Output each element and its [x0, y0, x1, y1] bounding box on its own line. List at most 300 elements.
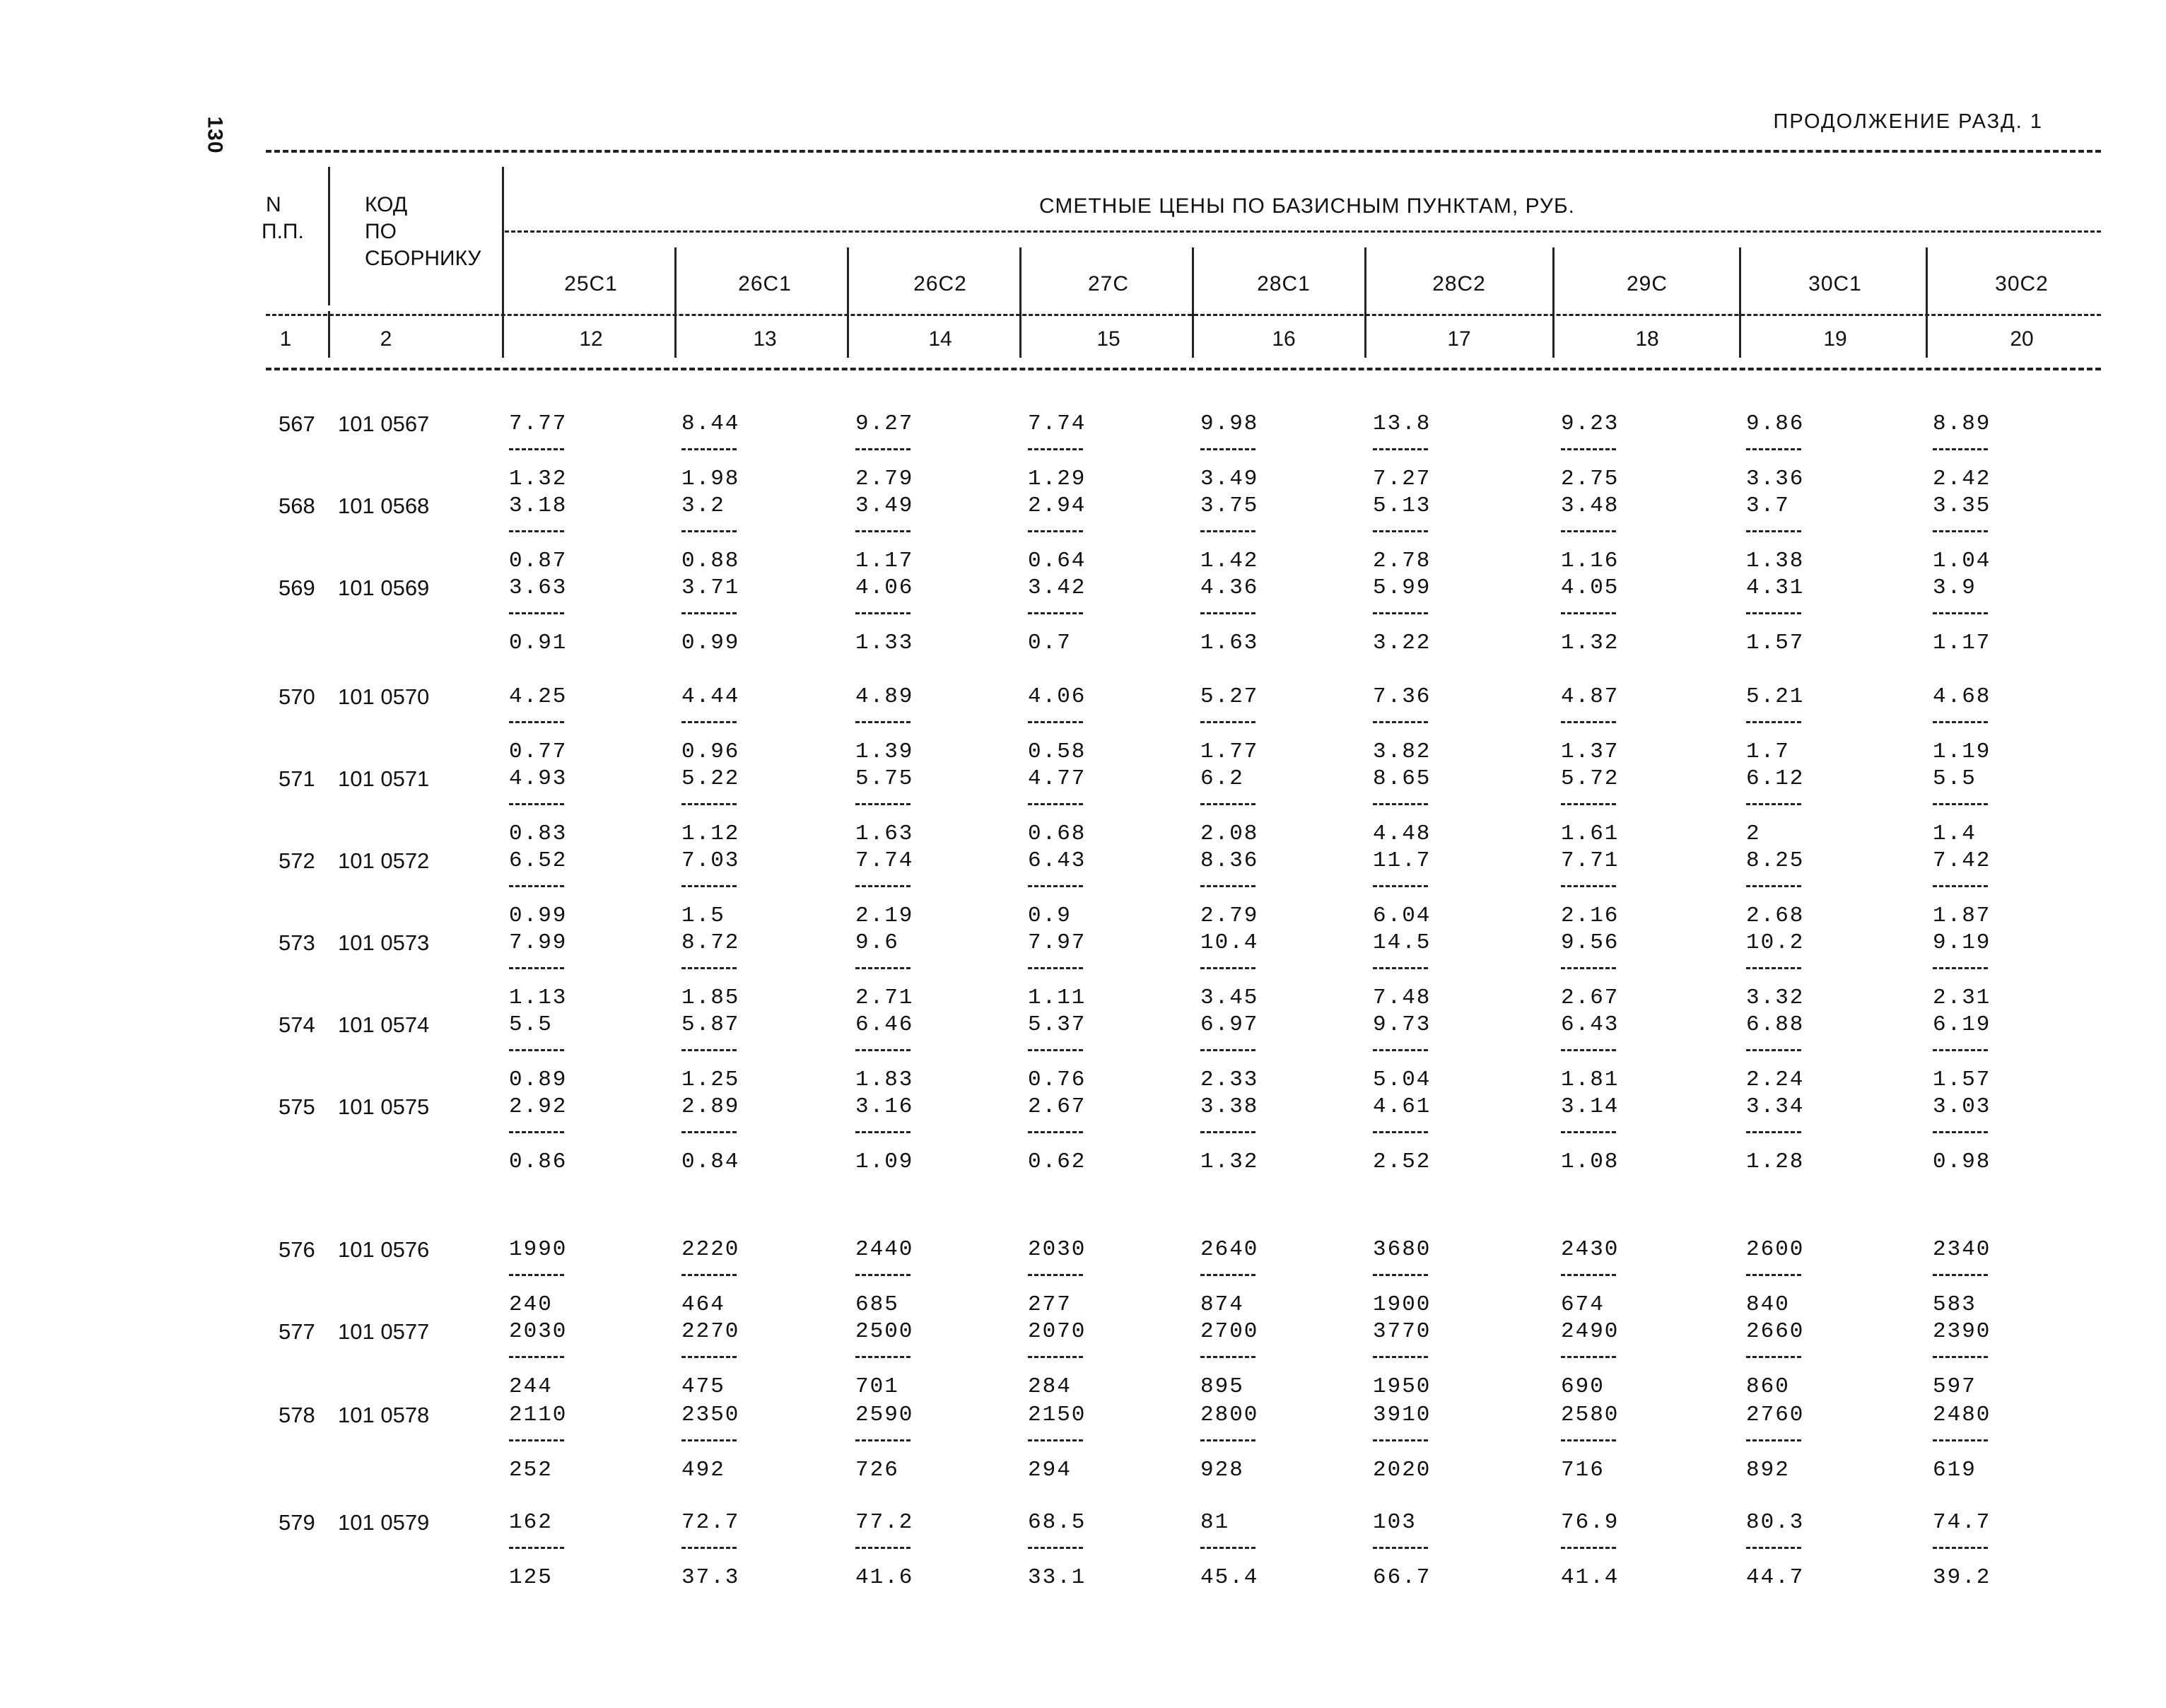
price-denominator: 874	[1200, 1292, 1244, 1317]
price-numerator: 2.67	[1028, 1094, 1087, 1119]
price-denominator: 1.25	[681, 1068, 740, 1092]
fraction-line	[1028, 967, 1083, 969]
column-code: 25С1	[564, 272, 618, 296]
price-denominator: 0.68	[1028, 821, 1087, 846]
price-numerator: 4.77	[1028, 766, 1087, 791]
price-numerator: 2800	[1200, 1403, 1259, 1427]
column-divider	[502, 167, 504, 358]
fraction-line	[1200, 803, 1255, 805]
fraction-line	[1200, 1356, 1255, 1358]
fraction-line	[1373, 1356, 1428, 1358]
price-numerator: 4.05	[1561, 575, 1620, 600]
fraction-line	[1933, 1274, 1988, 1276]
fraction-line	[1933, 448, 1988, 450]
price-numerator: 7.74	[855, 848, 914, 873]
price-denominator: 41.6	[855, 1565, 914, 1590]
group-title-rule	[505, 230, 2101, 233]
fraction-line	[681, 1274, 737, 1276]
num-label: N	[266, 193, 281, 216]
column-code: 27С	[1087, 272, 1130, 296]
price-denominator: 1.13	[509, 985, 568, 1010]
price-denominator: 2.68	[1746, 903, 1805, 928]
price-numerator: 2760	[1746, 1403, 1805, 1427]
fraction-line	[855, 1049, 911, 1051]
price-numerator: 2600	[1746, 1237, 1805, 1262]
price-numerator: 103	[1373, 1510, 1417, 1535]
code-label-sub2: СБОРНИКУ	[365, 247, 481, 270]
page-number: 130	[204, 116, 227, 154]
price-denominator: 37.3	[681, 1565, 740, 1590]
price-denominator: 3.49	[1200, 467, 1259, 491]
fraction-line	[509, 803, 564, 805]
fraction-line	[509, 967, 564, 969]
fraction-line	[1373, 967, 1428, 969]
column-divider	[1364, 247, 1366, 358]
price-numerator: 3.49	[855, 493, 914, 518]
price-numerator: 2590	[855, 1403, 914, 1427]
price-numerator: 9.86	[1746, 411, 1805, 436]
price-numerator: 6.52	[509, 848, 568, 873]
price-denominator: 685	[855, 1292, 899, 1317]
price-denominator: 0.89	[509, 1068, 568, 1092]
price-numerator: 4.93	[509, 766, 568, 791]
price-numerator: 7.03	[681, 848, 740, 873]
fraction-line	[1028, 1131, 1083, 1133]
price-numerator: 3770	[1373, 1319, 1432, 1344]
price-denominator: 294	[1028, 1458, 1072, 1482]
price-numerator: 5.27	[1200, 684, 1259, 709]
column-code: 28С2	[1432, 272, 1486, 296]
fraction-line	[1746, 1274, 1801, 1276]
price-numerator: 5.75	[855, 766, 914, 791]
price-denominator: 0.64	[1028, 549, 1087, 573]
price-numerator: 2660	[1746, 1319, 1805, 1344]
price-numerator: 9.6	[855, 930, 899, 955]
price-denominator: 1900	[1373, 1292, 1432, 1317]
price-denominator: 726	[855, 1458, 899, 1482]
header-mid-rule	[266, 314, 2101, 316]
price-denominator: 66.7	[1373, 1565, 1432, 1590]
fraction-line	[1028, 1439, 1083, 1441]
fraction-line	[1933, 803, 1988, 805]
fraction-line	[1561, 448, 1616, 450]
fraction-line	[1561, 1547, 1616, 1549]
price-numerator: 5.21	[1746, 684, 1805, 709]
fraction-line	[855, 612, 911, 614]
row-number: 577	[279, 1319, 315, 1344]
fraction-line	[1561, 612, 1616, 614]
header-bottom-rule	[266, 368, 2101, 370]
price-numerator: 2030	[509, 1319, 568, 1344]
price-numerator: 2.94	[1028, 493, 1087, 518]
column-divider	[1552, 247, 1555, 358]
section-continuation-title: ПРОДОЛЖЕНИЕ РАЗД. 1	[1773, 110, 2043, 133]
fraction-line	[1746, 530, 1801, 532]
price-numerator: 3.42	[1028, 575, 1087, 600]
fraction-line	[1561, 1274, 1616, 1276]
code-label: КОД	[365, 193, 408, 216]
price-numerator: 4.31	[1746, 575, 1805, 600]
fraction-line	[1561, 1439, 1616, 1441]
row-code: 101 0574	[338, 1012, 430, 1037]
price-denominator: 1.57	[1933, 1068, 1991, 1092]
price-denominator: 674	[1561, 1292, 1605, 1317]
price-numerator: 6.88	[1746, 1012, 1805, 1037]
price-denominator: 0.83	[509, 821, 568, 846]
column-number: 16	[1272, 327, 1296, 351]
price-denominator: 2.79	[855, 467, 914, 491]
row-code: 101 0570	[338, 684, 430, 709]
fraction-line	[855, 1547, 911, 1549]
row-number: 576	[279, 1237, 315, 1262]
fraction-line	[1200, 1131, 1255, 1133]
price-numerator: 3.7	[1746, 493, 1790, 518]
fraction-line	[681, 1356, 737, 1358]
column-number: 17	[1447, 327, 1471, 351]
price-denominator: 0.86	[509, 1150, 568, 1174]
fraction-line	[1561, 1049, 1616, 1051]
price-numerator: 74.7	[1933, 1510, 1991, 1535]
fraction-line	[681, 803, 737, 805]
price-numerator: 1990	[509, 1237, 568, 1262]
fraction-line	[1200, 967, 1255, 969]
price-denominator: 1.17	[1933, 631, 1991, 655]
row-code: 101 0577	[338, 1319, 430, 1344]
fraction-line	[1561, 1356, 1616, 1358]
header-top-rule	[266, 150, 2101, 153]
row-number: 571	[279, 766, 315, 791]
fraction-line	[1200, 1439, 1255, 1441]
price-denominator: 1.32	[1200, 1150, 1259, 1174]
price-numerator: 76.9	[1561, 1510, 1620, 1535]
fraction-line	[1561, 803, 1616, 805]
fraction-line	[1746, 885, 1801, 887]
fraction-line	[681, 448, 737, 450]
price-denominator: 464	[681, 1292, 725, 1317]
column-number: 1	[279, 327, 292, 351]
price-numerator: 81	[1200, 1510, 1230, 1535]
fraction-line	[855, 1274, 911, 1276]
price-numerator: 8.65	[1373, 766, 1432, 791]
fraction-line	[681, 1439, 737, 1441]
fraction-line	[1933, 1439, 1988, 1441]
fraction-line	[1028, 721, 1083, 723]
column-number: 14	[928, 327, 952, 351]
price-denominator: 1.4	[1933, 821, 1977, 846]
fraction-line	[1933, 1049, 1988, 1051]
price-numerator: 2500	[855, 1319, 914, 1344]
price-denominator: 492	[681, 1458, 725, 1482]
price-denominator: 7.48	[1373, 985, 1432, 1010]
fraction-line	[1746, 721, 1801, 723]
price-numerator: 4.61	[1373, 1094, 1432, 1119]
column-number: 15	[1096, 327, 1120, 351]
price-numerator: 9.73	[1373, 1012, 1432, 1037]
fraction-line	[1933, 721, 1988, 723]
price-numerator: 9.19	[1933, 930, 1991, 955]
price-denominator: 1.08	[1561, 1150, 1620, 1174]
fraction-line	[509, 721, 564, 723]
fraction-line	[1200, 1049, 1255, 1051]
fraction-line	[1200, 721, 1255, 723]
column-divider	[674, 247, 677, 358]
fraction-line	[1373, 1274, 1428, 1276]
fraction-line	[509, 1439, 564, 1441]
price-denominator: 1.12	[681, 821, 740, 846]
price-numerator: 2110	[509, 1403, 568, 1427]
price-numerator: 3.34	[1746, 1094, 1805, 1119]
price-denominator: 0.88	[681, 549, 740, 573]
fraction-line	[509, 1049, 564, 1051]
column-number: 19	[1823, 327, 1847, 351]
price-denominator: 0.62	[1028, 1150, 1087, 1174]
price-numerator: 8.72	[681, 930, 740, 955]
price-denominator: 3.82	[1373, 739, 1432, 764]
fraction-line	[855, 1356, 911, 1358]
price-numerator: 9.98	[1200, 411, 1259, 436]
price-numerator: 6.12	[1746, 766, 1805, 791]
price-denominator: 1.77	[1200, 739, 1259, 764]
row-code: 101 0573	[338, 930, 430, 955]
price-denominator: 619	[1933, 1458, 1977, 1482]
price-numerator: 5.13	[1373, 493, 1432, 518]
price-denominator: 1.39	[855, 739, 914, 764]
row-code: 101 0578	[338, 1403, 430, 1427]
fraction-line	[1028, 1356, 1083, 1358]
fraction-line	[1746, 1439, 1801, 1441]
price-numerator: 6.43	[1561, 1012, 1620, 1037]
price-denominator: 2.33	[1200, 1068, 1259, 1092]
price-numerator: 2440	[855, 1237, 914, 1262]
fraction-line	[1746, 803, 1801, 805]
column-divider	[1019, 247, 1021, 358]
price-denominator: 33.1	[1028, 1565, 1087, 1590]
price-denominator: 244	[509, 1374, 553, 1399]
price-denominator: 2020	[1373, 1458, 1432, 1482]
price-denominator: 2.52	[1373, 1150, 1432, 1174]
fraction-line	[1200, 530, 1255, 532]
price-denominator: 3.36	[1746, 467, 1805, 491]
price-numerator: 80.3	[1746, 1510, 1805, 1535]
price-denominator: 1950	[1373, 1374, 1432, 1399]
price-denominator: 1.33	[855, 631, 914, 655]
row-code: 101 0571	[338, 766, 430, 791]
price-numerator: 68.5	[1028, 1510, 1087, 1535]
price-denominator: 1.83	[855, 1068, 914, 1092]
fraction-line	[509, 1356, 564, 1358]
price-numerator: 7.42	[1933, 848, 1991, 873]
row-number: 567	[279, 411, 315, 436]
price-denominator: 45.4	[1200, 1565, 1259, 1590]
column-code: 29С	[1626, 272, 1668, 296]
price-numerator: 2430	[1561, 1237, 1620, 1262]
price-numerator: 2350	[681, 1403, 740, 1427]
price-numerator: 3.16	[855, 1094, 914, 1119]
price-numerator: 2070	[1028, 1319, 1087, 1344]
price-numerator: 3.75	[1200, 493, 1259, 518]
fraction-line	[1200, 612, 1255, 614]
price-denominator: 1.32	[1561, 631, 1620, 655]
price-denominator: 44.7	[1746, 1565, 1805, 1590]
fraction-line	[1373, 803, 1428, 805]
fraction-line	[1746, 1131, 1801, 1133]
row-number: 572	[279, 848, 315, 873]
fraction-line	[1028, 803, 1083, 805]
fraction-line	[1028, 1274, 1083, 1276]
price-numerator: 2490	[1561, 1319, 1620, 1344]
price-denominator: 277	[1028, 1292, 1072, 1317]
price-denominator: 5.04	[1373, 1068, 1432, 1092]
code-label-sub: ПО	[365, 220, 397, 243]
price-denominator: 0.58	[1028, 739, 1087, 764]
fraction-line	[1028, 448, 1083, 450]
price-numerator: 3680	[1373, 1237, 1432, 1262]
column-number: 18	[1635, 327, 1659, 351]
group-title: СМЕТНЫЕ ЦЕНЫ ПО БАЗИСНЫМ ПУНКТАМ, РУБ.	[1039, 194, 1575, 218]
price-denominator: 1.04	[1933, 549, 1991, 573]
price-denominator: 1.19	[1933, 739, 1991, 764]
fraction-line	[681, 885, 737, 887]
price-denominator: 0.7	[1028, 631, 1072, 655]
row-code: 101 0576	[338, 1237, 430, 1262]
price-denominator: 2.67	[1561, 985, 1620, 1010]
price-numerator: 8.89	[1933, 411, 1991, 436]
fraction-line	[1561, 885, 1616, 887]
price-numerator: 3.71	[681, 575, 740, 600]
price-numerator: 3.18	[509, 493, 568, 518]
fraction-line	[509, 885, 564, 887]
price-numerator: 4.68	[1933, 684, 1991, 709]
price-numerator: 3.63	[509, 575, 568, 600]
price-numerator: 8.36	[1200, 848, 1259, 873]
price-numerator: 2.89	[681, 1094, 740, 1119]
price-numerator: 4.36	[1200, 575, 1259, 600]
price-numerator: 7.99	[509, 930, 568, 955]
fraction-line	[1746, 967, 1801, 969]
price-denominator: 1.85	[681, 985, 740, 1010]
price-numerator: 2640	[1200, 1237, 1259, 1262]
fraction-line	[681, 1131, 737, 1133]
fraction-line	[681, 612, 737, 614]
fraction-line	[1933, 1547, 1988, 1549]
fraction-line	[1373, 885, 1428, 887]
row-code: 101 0567	[338, 411, 430, 436]
fraction-line	[1028, 530, 1083, 532]
column-code: 26С1	[738, 272, 792, 296]
price-denominator: 2.71	[855, 985, 914, 1010]
price-numerator: 5.5	[1933, 766, 1977, 791]
price-numerator: 5.87	[681, 1012, 740, 1037]
row-number: 575	[279, 1094, 315, 1119]
price-denominator: 1.81	[1561, 1068, 1620, 1092]
price-denominator: 928	[1200, 1458, 1244, 1482]
fraction-line	[1933, 530, 1988, 532]
fraction-line	[681, 530, 737, 532]
price-numerator: 77.2	[855, 1510, 914, 1535]
price-denominator: 4.48	[1373, 821, 1432, 846]
price-denominator: 892	[1746, 1458, 1790, 1482]
fraction-line	[1746, 1356, 1801, 1358]
fraction-line	[855, 885, 911, 887]
price-denominator: 1.17	[855, 549, 914, 573]
price-numerator: 4.89	[855, 684, 914, 709]
price-denominator: 7.27	[1373, 467, 1432, 491]
price-denominator: 0.98	[1933, 1150, 1991, 1174]
fraction-line	[1200, 1547, 1255, 1549]
fraction-line	[1373, 530, 1428, 532]
column-number: 20	[2010, 327, 2034, 351]
row-code: 101 0579	[338, 1510, 430, 1535]
fraction-line	[1028, 885, 1083, 887]
price-numerator: 7.74	[1028, 411, 1087, 436]
fraction-line	[1373, 1547, 1428, 1549]
price-numerator: 14.5	[1373, 930, 1432, 955]
num-label-sub: П.П.	[262, 220, 304, 243]
price-numerator: 2150	[1028, 1403, 1087, 1427]
price-numerator: 162	[509, 1510, 553, 1535]
price-denominator: 1.87	[1933, 903, 1991, 928]
price-numerator: 2220	[681, 1237, 740, 1262]
fraction-line	[1933, 612, 1988, 614]
fraction-line	[1933, 1356, 1988, 1358]
price-denominator: 0.91	[509, 631, 568, 655]
column-number: 13	[753, 327, 777, 351]
price-denominator: 475	[681, 1374, 725, 1399]
price-numerator: 5.72	[1561, 766, 1620, 791]
fraction-line	[509, 1547, 564, 1549]
price-denominator: 3.45	[1200, 985, 1259, 1010]
fraction-line	[681, 1049, 737, 1051]
price-denominator: 1.29	[1028, 467, 1087, 491]
fraction-line	[1746, 1547, 1801, 1549]
column-divider	[1739, 247, 1741, 358]
price-denominator: 3.32	[1746, 985, 1805, 1010]
price-denominator: 1.38	[1746, 549, 1805, 573]
price-numerator: 4.25	[509, 684, 568, 709]
price-numerator: 2.92	[509, 1094, 568, 1119]
price-numerator: 6.97	[1200, 1012, 1259, 1037]
fraction-line	[509, 1131, 564, 1133]
fraction-line	[1746, 612, 1801, 614]
price-numerator: 6.46	[855, 1012, 914, 1037]
price-denominator: 0.77	[509, 739, 568, 764]
fraction-line	[1028, 612, 1083, 614]
price-denominator: 2.75	[1561, 467, 1620, 491]
price-denominator: 1.63	[855, 821, 914, 846]
row-code: 101 0575	[338, 1094, 430, 1119]
price-denominator: 840	[1746, 1292, 1790, 1317]
price-denominator: 1.16	[1561, 549, 1620, 573]
price-numerator: 3.2	[681, 493, 725, 518]
price-numerator: 2390	[1933, 1319, 1991, 1344]
price-numerator: 7.97	[1028, 930, 1087, 955]
price-denominator: 6.04	[1373, 903, 1432, 928]
price-numerator: 4.44	[681, 684, 740, 709]
price-denominator: 2.24	[1746, 1068, 1805, 1092]
price-denominator: 2.19	[855, 903, 914, 928]
price-denominator: 1.63	[1200, 631, 1259, 655]
row-number: 573	[279, 930, 315, 955]
header-divider	[328, 167, 330, 305]
price-numerator: 10.2	[1746, 930, 1805, 955]
price-numerator: 4.06	[1028, 684, 1087, 709]
price-numerator: 9.56	[1561, 930, 1620, 955]
fraction-line	[1373, 1439, 1428, 1441]
price-denominator: 1.7	[1746, 739, 1790, 764]
price-numerator: 6.2	[1200, 766, 1244, 791]
price-numerator: 5.5	[509, 1012, 553, 1037]
fraction-line	[1933, 885, 1988, 887]
